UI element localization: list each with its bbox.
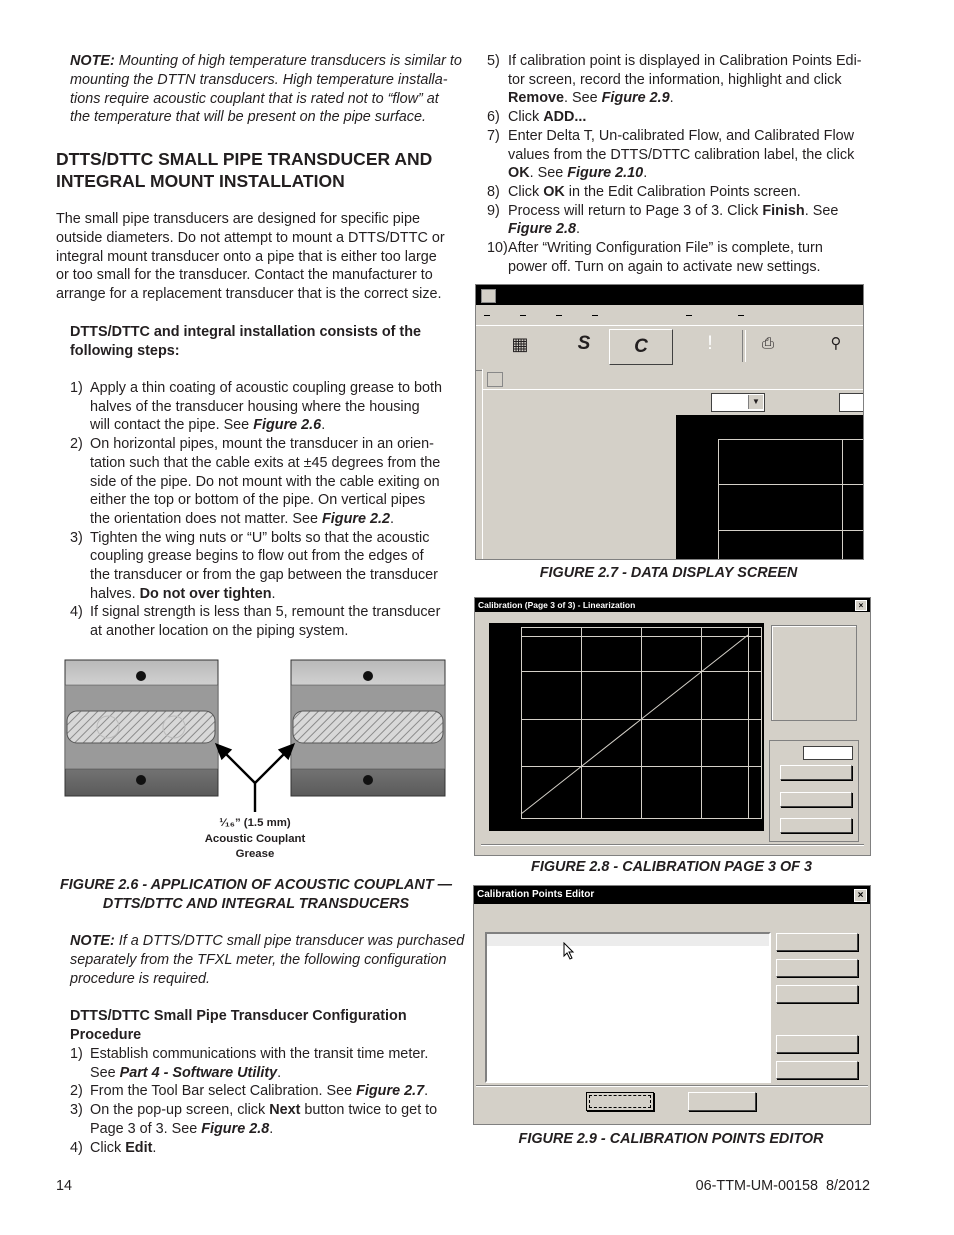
edit-button[interactable] — [776, 959, 858, 977]
export-button[interactable] — [776, 1061, 858, 1079]
transducer-half-right — [291, 660, 445, 796]
figure-2-8-caption: FIGURE 2.8 - CALIBRATION PAGE 3 OF 3 — [531, 859, 812, 875]
intro-line: or too small for the transducer. Contact the manufacturer to — [56, 267, 433, 284]
caption-line: FIGURE 2.6 - APPLICATION OF ACOUSTIC COUPLANT — — [59, 877, 453, 893]
app-icon — [481, 289, 496, 303]
mouse-cursor-icon — [563, 942, 575, 960]
config-heading: DTTS/DTTC Small Pipe Transducer Configuration Procedure — [70, 1008, 407, 1043]
value-field[interactable] — [839, 393, 864, 412]
intro-line: outside diameters. Do not attempt to mount a DTTS/DTTC or — [56, 229, 445, 246]
figure-reference: Figure 2.7 — [356, 1083, 425, 1100]
toolbar-separator — [742, 330, 746, 362]
child-title-bar — [483, 369, 864, 390]
setup-button[interactable]: S — [577, 333, 591, 354]
list-item: 10) After “Writing Configuration File” is complete, turn power off. Turn on again to activate new settings. — [487, 240, 823, 275]
cancel-button[interactable] — [688, 1092, 756, 1111]
menu-item[interactable] — [738, 315, 744, 316]
list-item: 3) Tighten the wing nuts or “U” bolts so that the acoustic coupling grease begins to flow out from the edges of the transducer or from the gap between the transducer halves. Do not over tighten. — [70, 529, 438, 602]
figure-2-9-caption: FIGURE 2.9 - CALIBRATION POINTS EDITOR — [518, 1131, 824, 1147]
figure-reference: Part 4 - Software Utility — [119, 1064, 278, 1081]
callout-arrows — [217, 745, 293, 812]
close-icon[interactable]: × — [854, 889, 867, 902]
note-label: NOTE: — [70, 933, 115, 949]
list-item: 6) Click ADD... — [487, 109, 587, 126]
child-window — [482, 369, 864, 559]
note-line: tions require acoustic couplant that is rated not to “flow” at — [70, 90, 439, 107]
list-item: 3) On the pop-up screen, click Next button twice to get to Page 3 of 3. See Figure 2.8. — [70, 1102, 438, 1137]
caption-line: DTTS/DTTC AND INTEGRAL TRANSDUCERS — [102, 896, 410, 912]
note-label: NOTE: — [70, 53, 115, 69]
list-item: 1) Apply a thin coating of acoustic coupling grease to both halves of the transducer housing where the housing will contact the pipe. See Figure 2.6. — [70, 380, 443, 434]
transducer-half-left — [65, 660, 218, 796]
divider — [481, 844, 864, 846]
intro-line: integral mount transducer onto a pipe that is either too large — [56, 248, 437, 265]
remove-button[interactable] — [776, 985, 858, 1003]
note-config: NOTE: If a DTTS/DTTC small pipe transducer was purchased separately from the TFXL meter, the following configuration procedure is required. — [70, 933, 465, 987]
figure-reference: Figure 2.9 — [601, 90, 670, 107]
callout-line: ¹⁄₁₆” (1.5 mm) — [219, 817, 291, 829]
figure-reference: Figure 2.8 — [201, 1120, 270, 1137]
finish-button[interactable] — [780, 818, 852, 833]
divider — [476, 1085, 868, 1087]
figure-reference: Figure 2.2 — [322, 510, 390, 527]
figure-reference: Figure 2.8 — [508, 221, 576, 238]
alert-icon[interactable]: ! — [707, 333, 713, 354]
calibration-points-editor-window — [473, 885, 871, 1125]
input-field[interactable] — [803, 746, 853, 760]
controls-group — [769, 740, 859, 842]
intro-line: The small pipe transducers are designed for specific pipe — [56, 211, 420, 227]
note-line: mounting the DTTN transducers. High temperature installa- — [70, 71, 448, 88]
grid-area — [718, 439, 864, 560]
print-icon[interactable]: ⎙ — [761, 335, 774, 352]
calibration-window — [474, 597, 871, 856]
list-item: 2) On horizontal pipes, mount the transducer in an orien- tation such that the cable exits at ±45 degrees from the side of the pipe. Do not mount with the cable exiting on either the top or bottom of the pipe. On vertical pipes the orientation does not matter. See Figure 2.2. — [70, 436, 441, 527]
window-title: Calibration Points Editor — [477, 889, 595, 900]
info-panel — [771, 625, 857, 721]
calibration-button[interactable]: C — [609, 329, 673, 365]
list-item[interactable] — [487, 934, 769, 946]
dropdown[interactable] — [711, 393, 765, 412]
list-item: 9) Process will return to Page 3 of 3. Click Finish. See Figure 2.8. — [487, 202, 839, 238]
data-grid — [676, 415, 864, 559]
steps-heading-line: DTTS/DTTC and integral installation consists of the — [70, 324, 421, 340]
list-item: 4) Click Edit. — [70, 1139, 157, 1156]
callout-line: Acoustic Couplant — [204, 832, 306, 845]
config-steps — [56, 1045, 466, 1157]
note-line: the temperature that will be present on the pipe surface. — [70, 109, 426, 126]
ok-button[interactable] — [586, 1092, 654, 1111]
menu-item[interactable] — [592, 315, 598, 316]
data-display-window — [475, 284, 864, 560]
document-id: 06-TTM-UM-00158 8/2012 — [695, 1178, 870, 1194]
add-button[interactable] — [776, 933, 858, 951]
list-item: 7) Enter Delta T, Un-calibrated Flow, and Calibrated Flow values from the DTTS/DTTC calibration label, the click OK. See Figure 2.10. — [487, 127, 855, 182]
title-bar — [474, 886, 870, 904]
menu-bar — [476, 305, 863, 325]
window-title: Calibration (Page 3 of 3) - Linearization — [478, 600, 636, 610]
steps-heading — [70, 323, 470, 361]
section-heading — [56, 148, 466, 192]
installation-steps — [56, 379, 466, 641]
menu-item[interactable] — [686, 315, 692, 316]
linearization-graph — [489, 623, 764, 831]
figure-reference: Figure 2.6 — [253, 417, 322, 434]
list-item: 5) If calibration point is displayed in Calibration Points Edi- tor screen, record the information, highlight and click Remove. See Figure 2.9. — [487, 53, 862, 107]
import-button[interactable] — [776, 1035, 858, 1053]
procedure-steps-continued — [487, 52, 877, 276]
note-line: Mounting of high temperature transducers is similar to — [114, 53, 462, 69]
callout-line: Grease — [235, 848, 275, 860]
list-item: 1) Establish communications with the transit time meter. See Part 4 - Software Utility. — [70, 1046, 429, 1081]
print-preview-icon[interactable]: ⚲ — [830, 335, 842, 352]
points-list[interactable] — [485, 932, 771, 1083]
couplant-callout — [170, 816, 340, 863]
page-number: 14 — [56, 1178, 73, 1194]
intro-line: arrange for a replacement transducer that is the correct size. — [56, 286, 442, 303]
figure-2-6-caption — [56, 876, 456, 914]
intro-paragraph — [56, 210, 466, 304]
figure-2-7-caption: FIGURE 2.7 - DATA DISPLAY SCREEN — [539, 565, 798, 581]
title-bar — [476, 285, 863, 305]
steps-heading-line: following steps: — [70, 342, 180, 359]
section-heading-line: DTTS/DTTC SMALL PIPE TRANSDUCER AND — [56, 149, 433, 169]
child-icon — [487, 372, 503, 387]
properties-icon[interactable]: ▦ — [511, 334, 529, 354]
next-button[interactable] — [780, 765, 852, 780]
chevron-down-icon[interactable]: ▼ — [748, 395, 763, 409]
edit-button[interactable] — [780, 792, 852, 807]
close-icon[interactable]: × — [855, 600, 867, 611]
figure-reference: Figure 2.10 — [567, 165, 644, 182]
list-item: 4) If signal strength is less than 5, remount the transducer at another location on the piping system. — [70, 604, 441, 640]
section-heading-line: INTEGRAL MOUNT INSTALLATION — [56, 171, 345, 191]
menu-item[interactable] — [520, 315, 526, 316]
title-bar — [475, 598, 870, 612]
note-high-temp — [70, 52, 470, 127]
menu-item[interactable] — [484, 315, 490, 316]
list-item: 2) From the Tool Bar select Calibration. See Figure 2.7. — [70, 1083, 429, 1100]
menu-item[interactable] — [556, 315, 562, 316]
toolbar — [476, 325, 863, 371]
list-item: 8) Click OK in the Edit Calibration Points screen. — [487, 183, 801, 200]
